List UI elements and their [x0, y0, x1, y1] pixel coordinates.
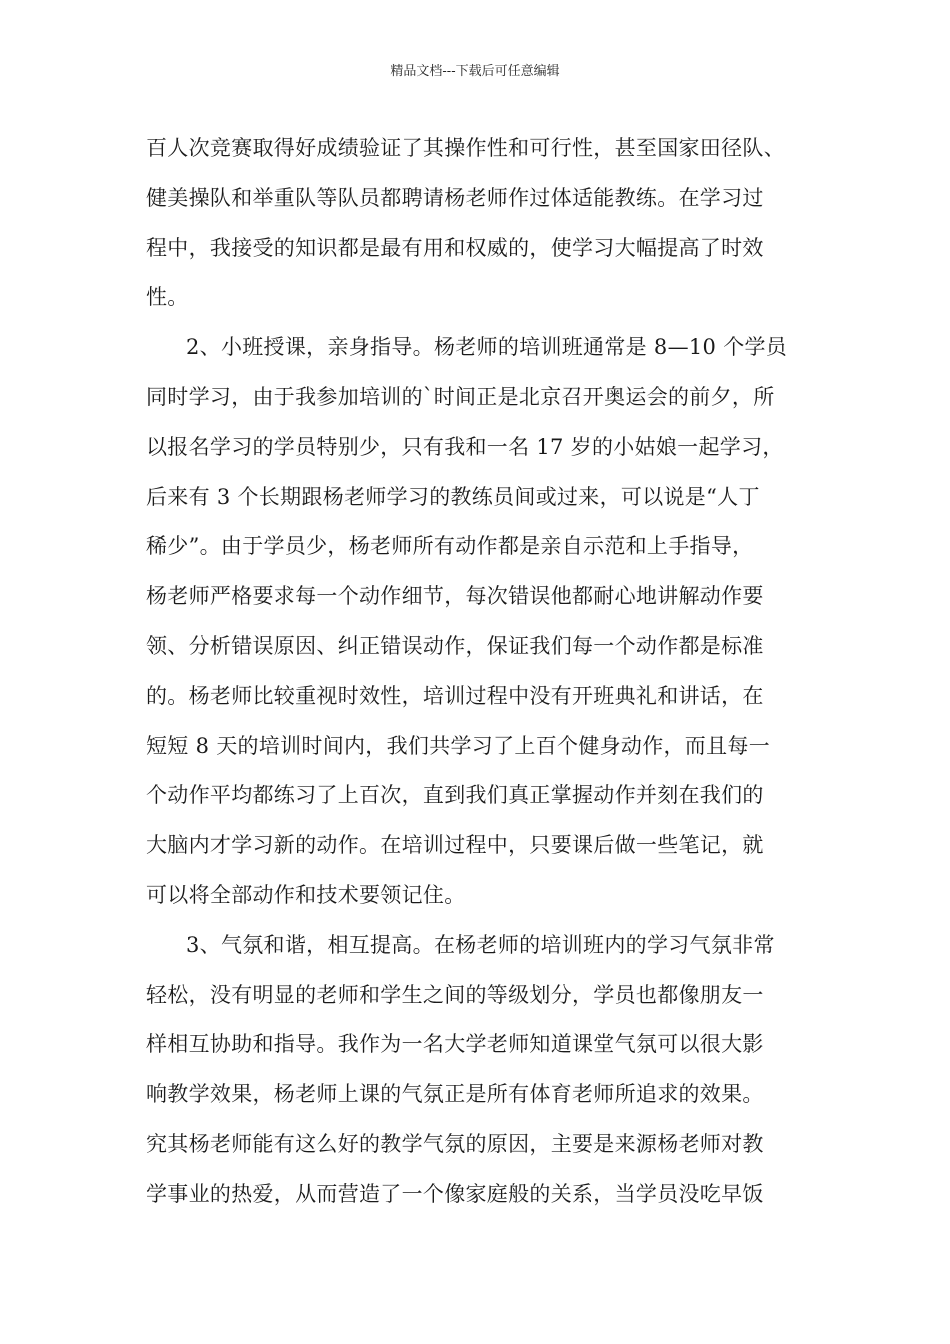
text-line: 稀少”。由于学员少，杨老师所有动作都是亲自示范和上手指导，: [146, 534, 754, 559]
text-line: 同时学习，由于我参加培训的`时间正是北京召开奥运会的前夕，所: [146, 384, 775, 409]
text-line: 样相互协助和指导。我作为一名大学老师知道课堂气氛可以很大影: [146, 1032, 764, 1057]
text-line: 以报名学习的学员特别少，只有我和一名 17 岁的小姑娘一起学习，: [146, 434, 784, 459]
text-line: 领、分析错误原因、纠正错误动作，保证我们每一个动作都是标准: [146, 633, 764, 658]
text-line: 百人次竞赛取得好成绩验证了其操作性和可行性，甚至国家田径队、: [146, 136, 785, 160]
text-line: 轻松，没有明显的老师和学生之间的等级划分，学员也都像朋友一: [146, 982, 764, 1007]
text-line: 短短 8 天的培训时间内，我们共学习了上百个健身动作，而且每一: [146, 733, 771, 758]
document-body: [146, 128, 816, 1224]
text-line: 究其杨老师能有这么好的教学气氛的原因，主要是来源杨老师对教: [146, 1131, 764, 1156]
text-line: 个动作平均都练习了上百次，直到我们真正掌握动作并刻在我们的: [146, 783, 764, 808]
page-header: 精品文档---下载后可任意编辑: [390, 64, 560, 79]
text-line: 大脑内才学习新的动作。在培训过程中，只要课后做一些笔记，就: [146, 833, 764, 858]
text-line: 后来有 3 个长期跟杨老师学习的教练员间或过来，可以说是“人丁: [146, 484, 760, 509]
paragraph: [146, 128, 816, 327]
paragraph: [146, 327, 816, 925]
text-line: 性。: [146, 285, 189, 310]
text-line: 可以将全部动作和技术要领记住。: [146, 882, 466, 907]
text-line: 的。杨老师比较重视时效性，培训过程中没有开班典礼和讲话，在: [146, 683, 764, 708]
text-line: 程中，我接受的知识都是最有用和权威的，使学习大幅提高了时效: [146, 235, 764, 260]
text-line: 响教学效果，杨老师上课的气氛正是所有体育老师所追求的效果。: [146, 1082, 764, 1107]
text-line: 2、小班授课，亲身指导。杨老师的培训班通常是 8—10 个学员: [186, 335, 788, 360]
text-line: 健美操队和举重队等队员都聘请杨老师作过体适能教练。在学习过: [146, 185, 764, 210]
text-line: 3、气氛和谐，相互提高。在杨老师的培训班内的学习气氛非常: [186, 932, 775, 957]
paragraph: [146, 925, 816, 1224]
text-line: 杨老师严格要求每一个动作细节，每次错误他都耐心地讲解动作要: [146, 584, 764, 609]
text-line: 学事业的热爱，从而营造了一个像家庭般的关系，当学员没吃早饭: [146, 1181, 764, 1206]
